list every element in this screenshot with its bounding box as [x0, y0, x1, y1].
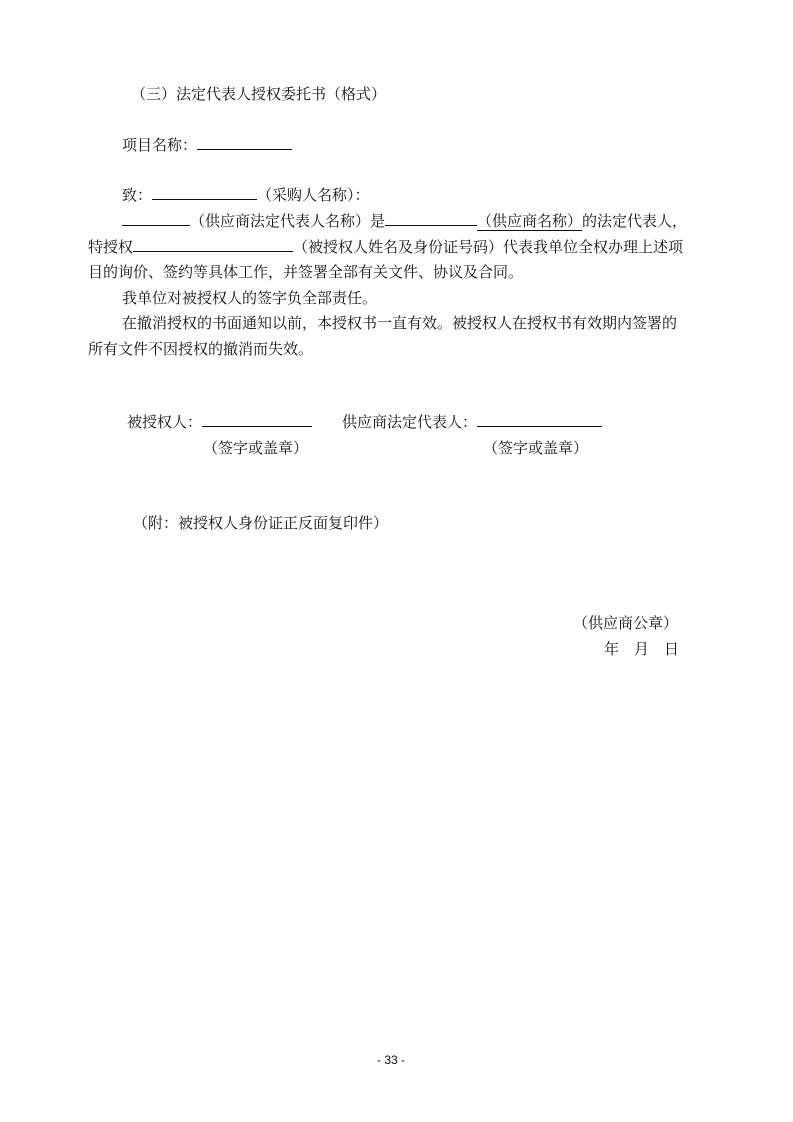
recipient-line: [122, 185, 370, 205]
grantee-info-blank[interactable]: [133, 237, 293, 252]
grantee-sign-label: 被授权人：: [127, 413, 203, 431]
responsibility-line: 我单位对被授权人的签字负全部责任。: [122, 289, 378, 307]
purchaser-name-blank[interactable]: [152, 185, 257, 200]
sign-hint-left: （签字或盖章）: [203, 439, 309, 457]
to-label: 致：: [122, 186, 153, 204]
legal-rep-line: [122, 211, 687, 231]
legal-rep-signature: [342, 412, 602, 432]
validity-line-1: 在撤消授权的书面通知以前，本授权书一直有效。被授权人在授权书有效期内签署的: [122, 314, 678, 332]
page-number: - 33 -: [377, 1053, 406, 1067]
purchaser-hint: （采购人名称）：: [257, 186, 370, 204]
grantee-hint: （被授权人姓名及身份证号码）代表我单位全权办理上述项: [293, 238, 684, 256]
special-auth-label: 特授权: [88, 238, 134, 256]
section-title: （三）法定代表人授权委托书（格式）: [131, 85, 387, 103]
project-name-blank[interactable]: [197, 135, 292, 150]
sign-hint-right: （签字或盖章）: [483, 439, 589, 457]
grantee-signature-blank[interactable]: [202, 412, 312, 427]
scope-line: 目的询价、签约等具体工作，并签署全部有关文件、协议及合同。: [88, 263, 524, 281]
attachment-note: （附：被授权人身份证正反面复印件）: [133, 514, 389, 532]
validity-line-2: 所有文件不因授权的撤消而失效。: [88, 340, 314, 358]
supplier-seal-label: （供应商公章）: [573, 614, 679, 632]
project-name-line: [122, 135, 292, 155]
grantee-signature: [127, 412, 312, 432]
legal-rep-signature-blank[interactable]: [477, 412, 602, 427]
grantee-line: [88, 237, 683, 257]
date-line: 年 月 日: [604, 640, 680, 658]
legal-rep-sign-label: 供应商法定代表人：: [342, 413, 478, 431]
supplier-name-blank[interactable]: [385, 211, 477, 226]
legal-rep-text: 的法定代表人，: [582, 212, 688, 230]
legal-rep-name-blank[interactable]: [122, 211, 190, 226]
project-name-label: 项目名称：: [122, 136, 198, 154]
supplier-name-hint: （供应商名称）: [477, 212, 583, 230]
rep-name-hint: （供应商法定代表人名称）是: [190, 212, 386, 230]
